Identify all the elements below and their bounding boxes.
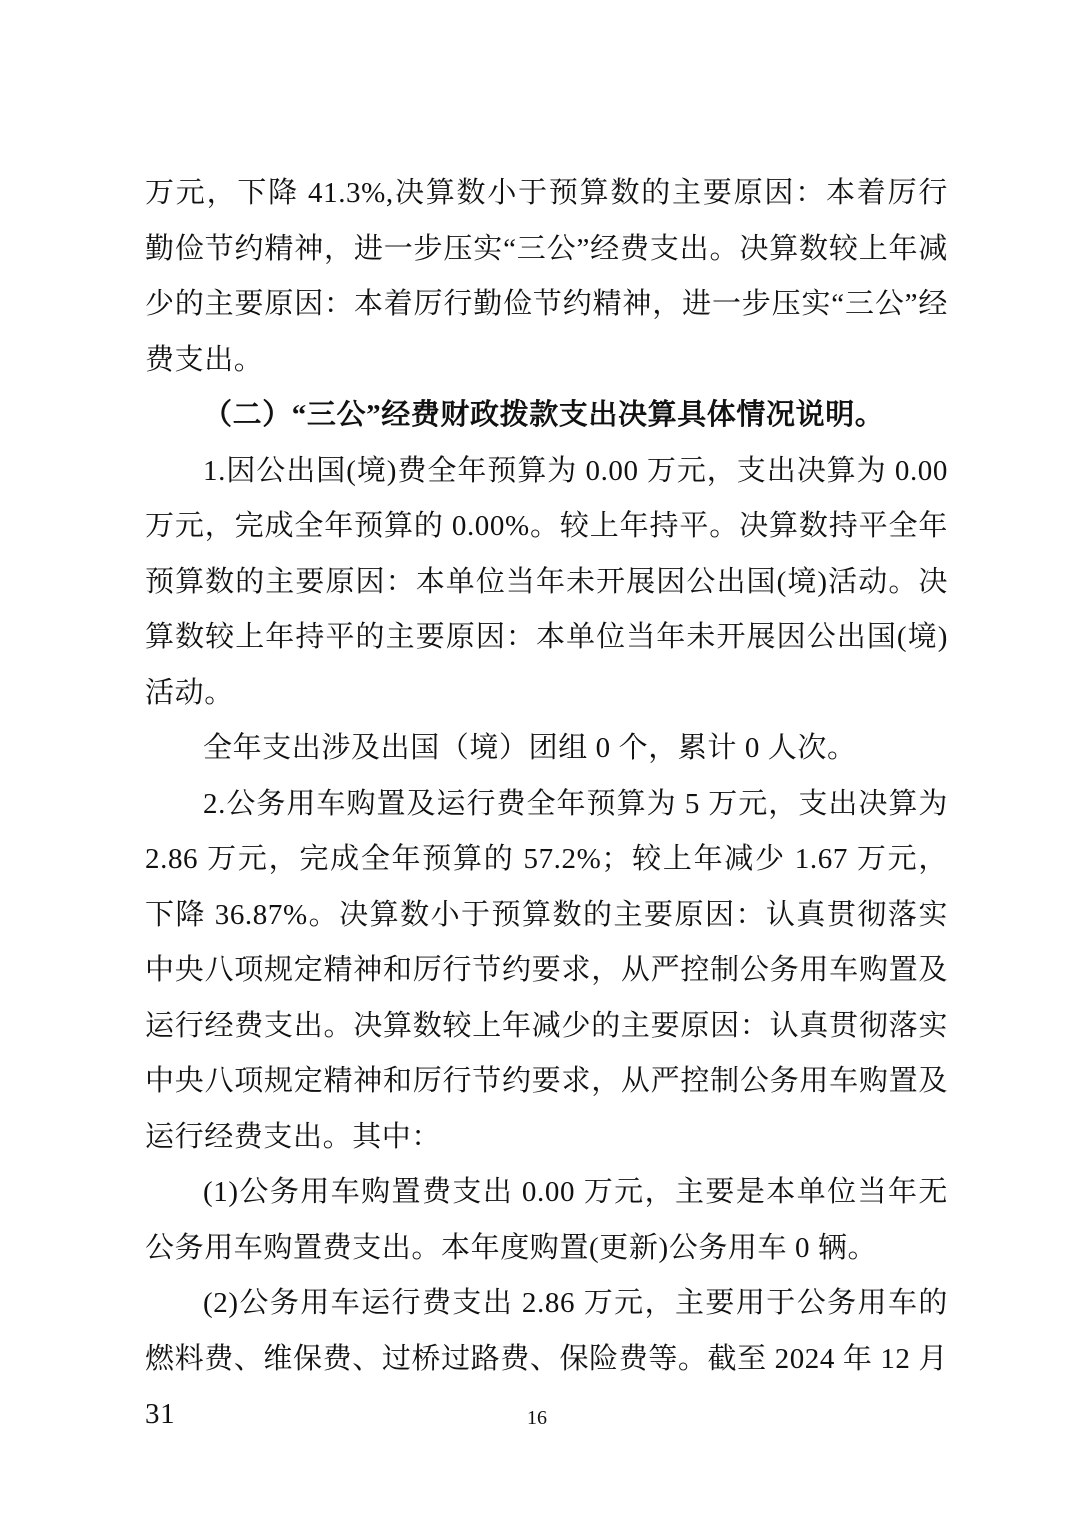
paragraph-overseas-travel-groups: 全年支出涉及出国（境）团组 0 个，累计 0 人次。: [203, 732, 857, 764]
page-body: [145, 166, 948, 1443]
paragraph-official-vehicle-expense: 2.公务用车购置及运行费全年预算为 5 万元，支出决算为 2.86 万元，完成全年预算的 57.2%；较上年减少 1.67 万元，下降 36.87%。决算数小于预算数的主要原因：认真贯彻落实中央八项规定精神和厉行节约要求，从严控制公务用车购置及运行经费支出。决算数较上年减少的主要原因：认真贯彻落实中央八项规定精神和厉行节约要求，从严控制公务用车购置及运行经费支出。其中：: [145, 787, 948, 1153]
paragraph-vehicle-purchase-expense: (1)公务用车购置费支出 0.00 万元，主要是本单位当年无公务用车购置费支出。本年度购置(更新)公务用车 0 辆。: [145, 1176, 948, 1264]
page-number: 16: [527, 1407, 547, 1429]
paragraph-overseas-travel-expense: 1.因公出国(境)费全年预算为 0.00 万元，支出决算为 0.00 万元，完成全年预算的 0.00%。较上年持平。决算数持平全年预算数的主要原因：本单位当年未开展因公出国(境)活动。决算数较上年持平的主要原因：本单位当年未开展因公出国(境)活动。: [145, 454, 948, 709]
section-heading-three-public-funds-detail: （二）“三公”经费财政拨款支出决算具体情况说明。: [203, 399, 885, 431]
paragraph-vehicle-operation-expense: (2)公务用车运行费支出 2.86 万元，主要用于公务用车的燃料费、维保费、过桥过路费、保险费等。截至 2024 年 12 月 31: [145, 1287, 948, 1430]
page-footer: [0, 1406, 1074, 1430]
paragraph-three-public-funds-summary-continued: 万元，下降 41.3%,决算数小于预算数的主要原因：本着厉行勤俭节约精神，进一步压实“三公”经费支出。决算数较上年减少的主要原因：本着厉行勤俭节约精神，进一步压实“三公”经费支出。: [145, 177, 948, 376]
